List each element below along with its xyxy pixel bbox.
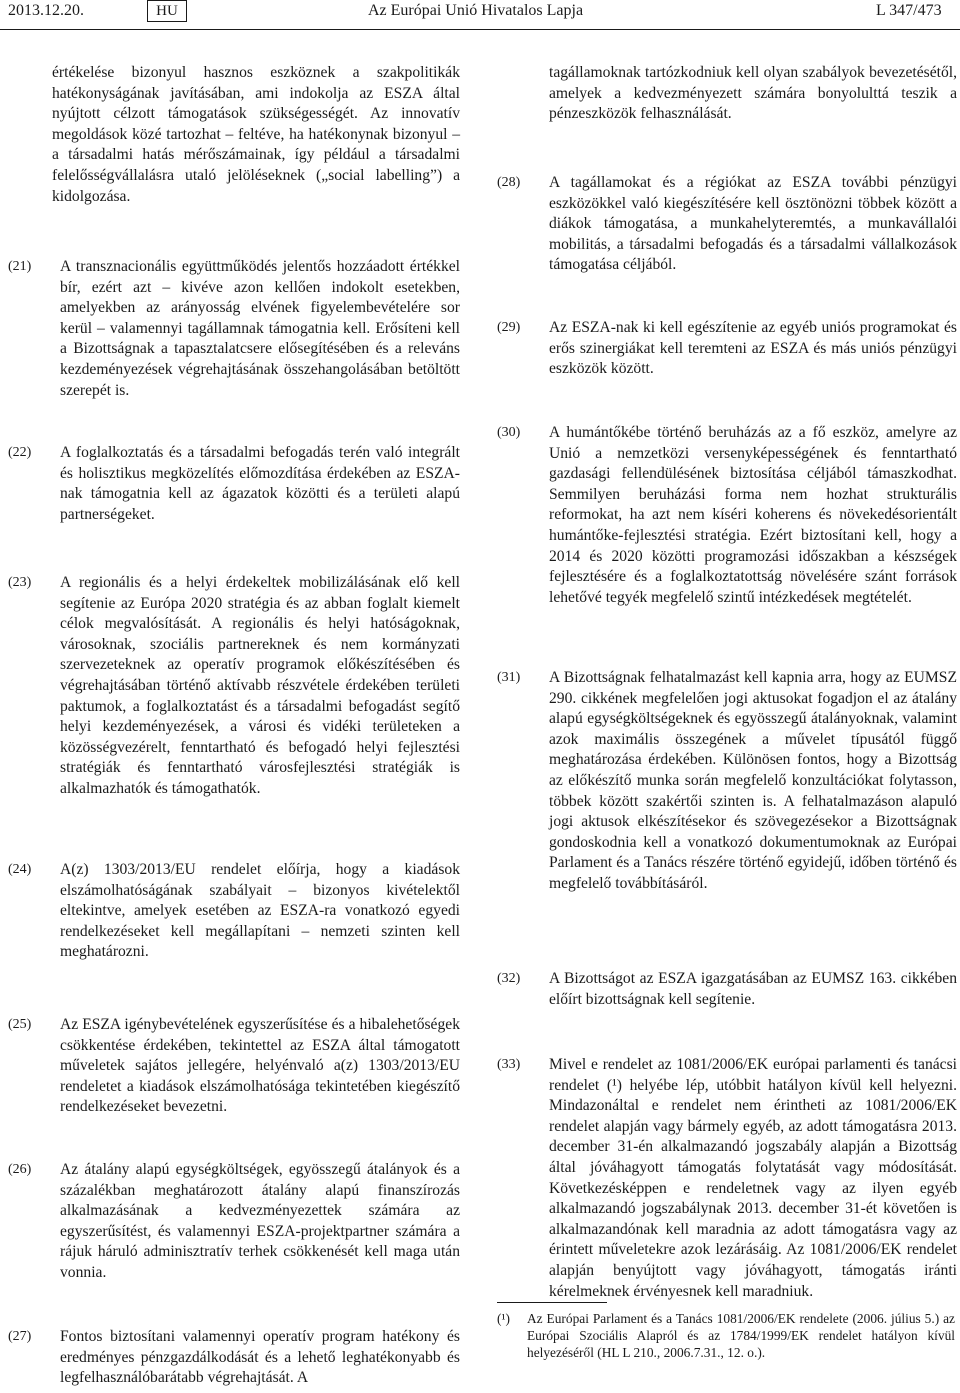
- left-intro-text: értékelése bizonyul hasznos eszköznek a szakpolitikák hatékonyságának javításában, ami indokolja az ESZA által nyújtott célzott támogatások szükségességét. Az innovatív megoldások közé tartozhat – feltéve, ha hatékonynak bizonyul – a társadalmi hatás mérőszámainak, így például a társadalmi felelősségvállalásra utaló jelöléseknek („social labelling”) a kidolgozása.: [52, 64, 460, 205]
- footnote-text: Az Európai Parlament és a Tanács 1081/2006/EK rendelete (2006. július 5.) az Európai Szociális Alapról és az 1784/1999/EK rendelet hatályon kívül helyezéséről (HL L 210., 2006.7.31., 12. o.).: [527, 1311, 955, 1360]
- recital-text: A Bizottságot az ESZA igazgatásában az EUMSZ 163. cikkében előírt bizottságnak kell segítenie.: [549, 970, 957, 1008]
- footnote-divider: [497, 1302, 607, 1303]
- recital-number: (31): [497, 670, 521, 685]
- recital-text: Az átalány alapú egységköltségek, egyösszegű átalányok és a százalékban meghatározott átalány alapú finanszírozás alkalmazásának a kedvezményezettek számára az egyszerűsítést, és valamennyi ESZA-projektpartner számára a rájuk háruló adminisztratív terhek csökkenését kell maga után vonnia.: [60, 1161, 460, 1281]
- right-intro-block: [549, 63, 957, 125]
- header-divider: [0, 29, 960, 30]
- recital-text: A(z) 1303/2013/EU rendelet előírja, hogy a kiadások elszámolhatóságának szabályait – bizonyos kivételektől eltekintve, amelyek esetében az ESZA-ra vonatkozó egyedi rendelkezéseket kell megállapítani – nemzeti szinten kell meghatározni.: [60, 861, 460, 961]
- footnote-number: (¹): [497, 1311, 510, 1326]
- recital-number: (23): [8, 575, 32, 590]
- recital-number: (24): [8, 862, 32, 877]
- recital-text: A transznacionális együttműködés jelentős hozzáadott értékkel bír, ezért azt – kivéve azon kellően indokolt esetekben, amelyekben az arányosság elvének figyelembevételére sor kerül – valamennyi tagállamnak támogatnia kell. Erősíteni kell a Bizottságnak a tapasztalatcsere elősegítésében és a releváns kezdeményezések végrehajtásának összehangolásában betöltött szerepét is.: [60, 258, 460, 399]
- recital-text: A Bizottságnak felhatalmazást kell kapnia arra, hogy az EUMSZ 290. cikkének megfelelően jogi aktusokat fogadjon el az átalány alapú egységköltségeknek és egyösszegű átalányoknak, valamint azok maximális összegének a művelet típusától függő meghatározása érdekében. Különösen fontos, hogy a Bizottság az előkészítő munka során megfelelő konzultációkat folytasson, többek között szakértői szinten is. A felhatalmazáson alapuló jogi aktusok elkészítésekor és szövegezésekor a Bizottságnak gondoskodnia kell a vonatkozó dokumentumoknak az Európai Parlament és a Tanács részére történő egyidejű, időben történő és megfelelő továbbításáról.: [549, 669, 957, 892]
- recital-number: (28): [497, 175, 521, 190]
- recital-number: (30): [497, 425, 521, 440]
- left-intro-block: [52, 63, 460, 207]
- recital-text: A regionális és a helyi érdekeltek mobilizálásának elő kell segítenie az Európa 2020 stratégia és az abban foglalt kiemelt célok megvalósítását. A regionális és helyi hatóságoknak, városoknak, szociális partnereknek és nem kormányzati szervezeteknek az operatív programok előkészítésében és végrehajtásában történő aktívabb részvétele érdekében területi paktumok, a foglalkoztatást és a társadalmi befogadást segítő helyi kezdeményezések, a városi és vidéki területeken a közösségvezérelt, fenntartható és befogadó helyi fejlesztési stratégiák és fenntartható városfejlesztési stratégiák is alkalmazhatók és támogathatók.: [60, 574, 460, 797]
- recital-text: Mivel e rendelet az 1081/2006/EK európai parlamenti és tanácsi rendelet (¹) helyébe lép, utóbbit hatályon kívül kell helyezni. Mindazonáltal e rendelet nem érintheti az 1081/2006/EK rendelet alapján vagy bármely egyéb, az adott támogatásra 2013. december 31-én alkalmazandó jogszabály alapján a Bizottság által jóváhagyott támogatás folytatását vagy módosítását. Következésképpen e rendeletnek vagy az ilyen egyéb alkalmazandó jogszabálynak 2013. december 31-ét követően is alkalmazandónak kell maradnia az adott támogatásra vagy az érintett műveletekre azok lezárásáig. Az 1081/2006/EK rendelet alapján benyújtott vagy jóváhagyott, támogatás iránti kérelmeknek érvényesnek kell maradniuk.: [549, 1056, 957, 1300]
- right-intro-text: tagállamoknak tartózkodniuk kell olyan szabályok bevezetésétől, amelyek a kedvezményezett számára bonyolulttá teszik a pénzeszközök felhasználását.: [549, 64, 957, 123]
- recital-text: Az ESZA-nak ki kell egészítenie az egyéb uniós programokat és erős szinergiákat kell teremteni az ESZA és más uniós pénzügyi eszközök között.: [549, 319, 957, 378]
- recital-number: (29): [497, 320, 521, 335]
- recital-text: Fontos biztosítani valamennyi operatív program hatékony és eredményes pénzgazdálkodását és a lehető leghatékonyabb és legfelhasználóbarátabb végrehajtását. A: [60, 1328, 460, 1387]
- recital-number: (27): [8, 1329, 32, 1344]
- recital-text: A foglalkoztatás és a társadalmi befogadás terén való integrált és holisztikus megközelítés előmozdítása érdekében az ESZA-nak támogatnia kell az ágazatok közötti és a területi alapú partnerségeket.: [60, 444, 460, 523]
- recital-number: (25): [8, 1017, 32, 1032]
- recital-text: Az ESZA igénybevételének egyszerűsítése és a hibalehetőségek csökkentése érdekében, tekintettel az ESZA által támogatott műveletek sajátos jellegére, helyénvaló a(z) 1303/2013/EU rendeletet a kiadások elszámolhatósága tekintetében kiegészítő rendelkezéseket bevezetni.: [60, 1016, 460, 1116]
- recital-number: (26): [8, 1162, 32, 1177]
- recital-text: A humántőkébe történő beruházás az a fő eszköz, amelyre az Unió a nemzetközi versenyképességének és fenntartható gazdasági fellendülésének biztosítása céljából támaszkodhat. Semmilyen beruházási forma nem hozhat strukturális reformokat, ha azt nem kíséri koherens és növekedésorientált humántőke-fejlesztési stratégia. Ezért biztosítani kell, hogy a 2014 és 2020 közötti programozási időszakban a készségek fejlesztésére és a foglalkoztatottság növelésére szánt források lehetővé tegyék megfelelő szintű intézkedések megtételét.: [549, 424, 957, 606]
- journal-title: Az Európai Unió Hivatalos Lapja: [368, 2, 584, 19]
- recital-text: A tagállamokat és a régiókat az ESZA további pénzügyi eszközökkel való kiegészítésére kell ösztönözni többek között a diákok támogatása, a munkahelyteremtés, a munkavállalói mobilitás, a társadalmi befogadás és a társadalmi vállalkozások támogatása céljából.: [549, 174, 957, 274]
- recital-number: (22): [8, 445, 32, 460]
- recital-number: (21): [8, 259, 32, 274]
- page-reference: L 347/473: [876, 2, 942, 19]
- page-header: [0, 0, 960, 26]
- publication-date: 2013.12.20.: [8, 2, 84, 19]
- recital-number: (32): [497, 971, 521, 986]
- language-badge: HU: [147, 0, 187, 22]
- recital-number: (33): [497, 1057, 521, 1072]
